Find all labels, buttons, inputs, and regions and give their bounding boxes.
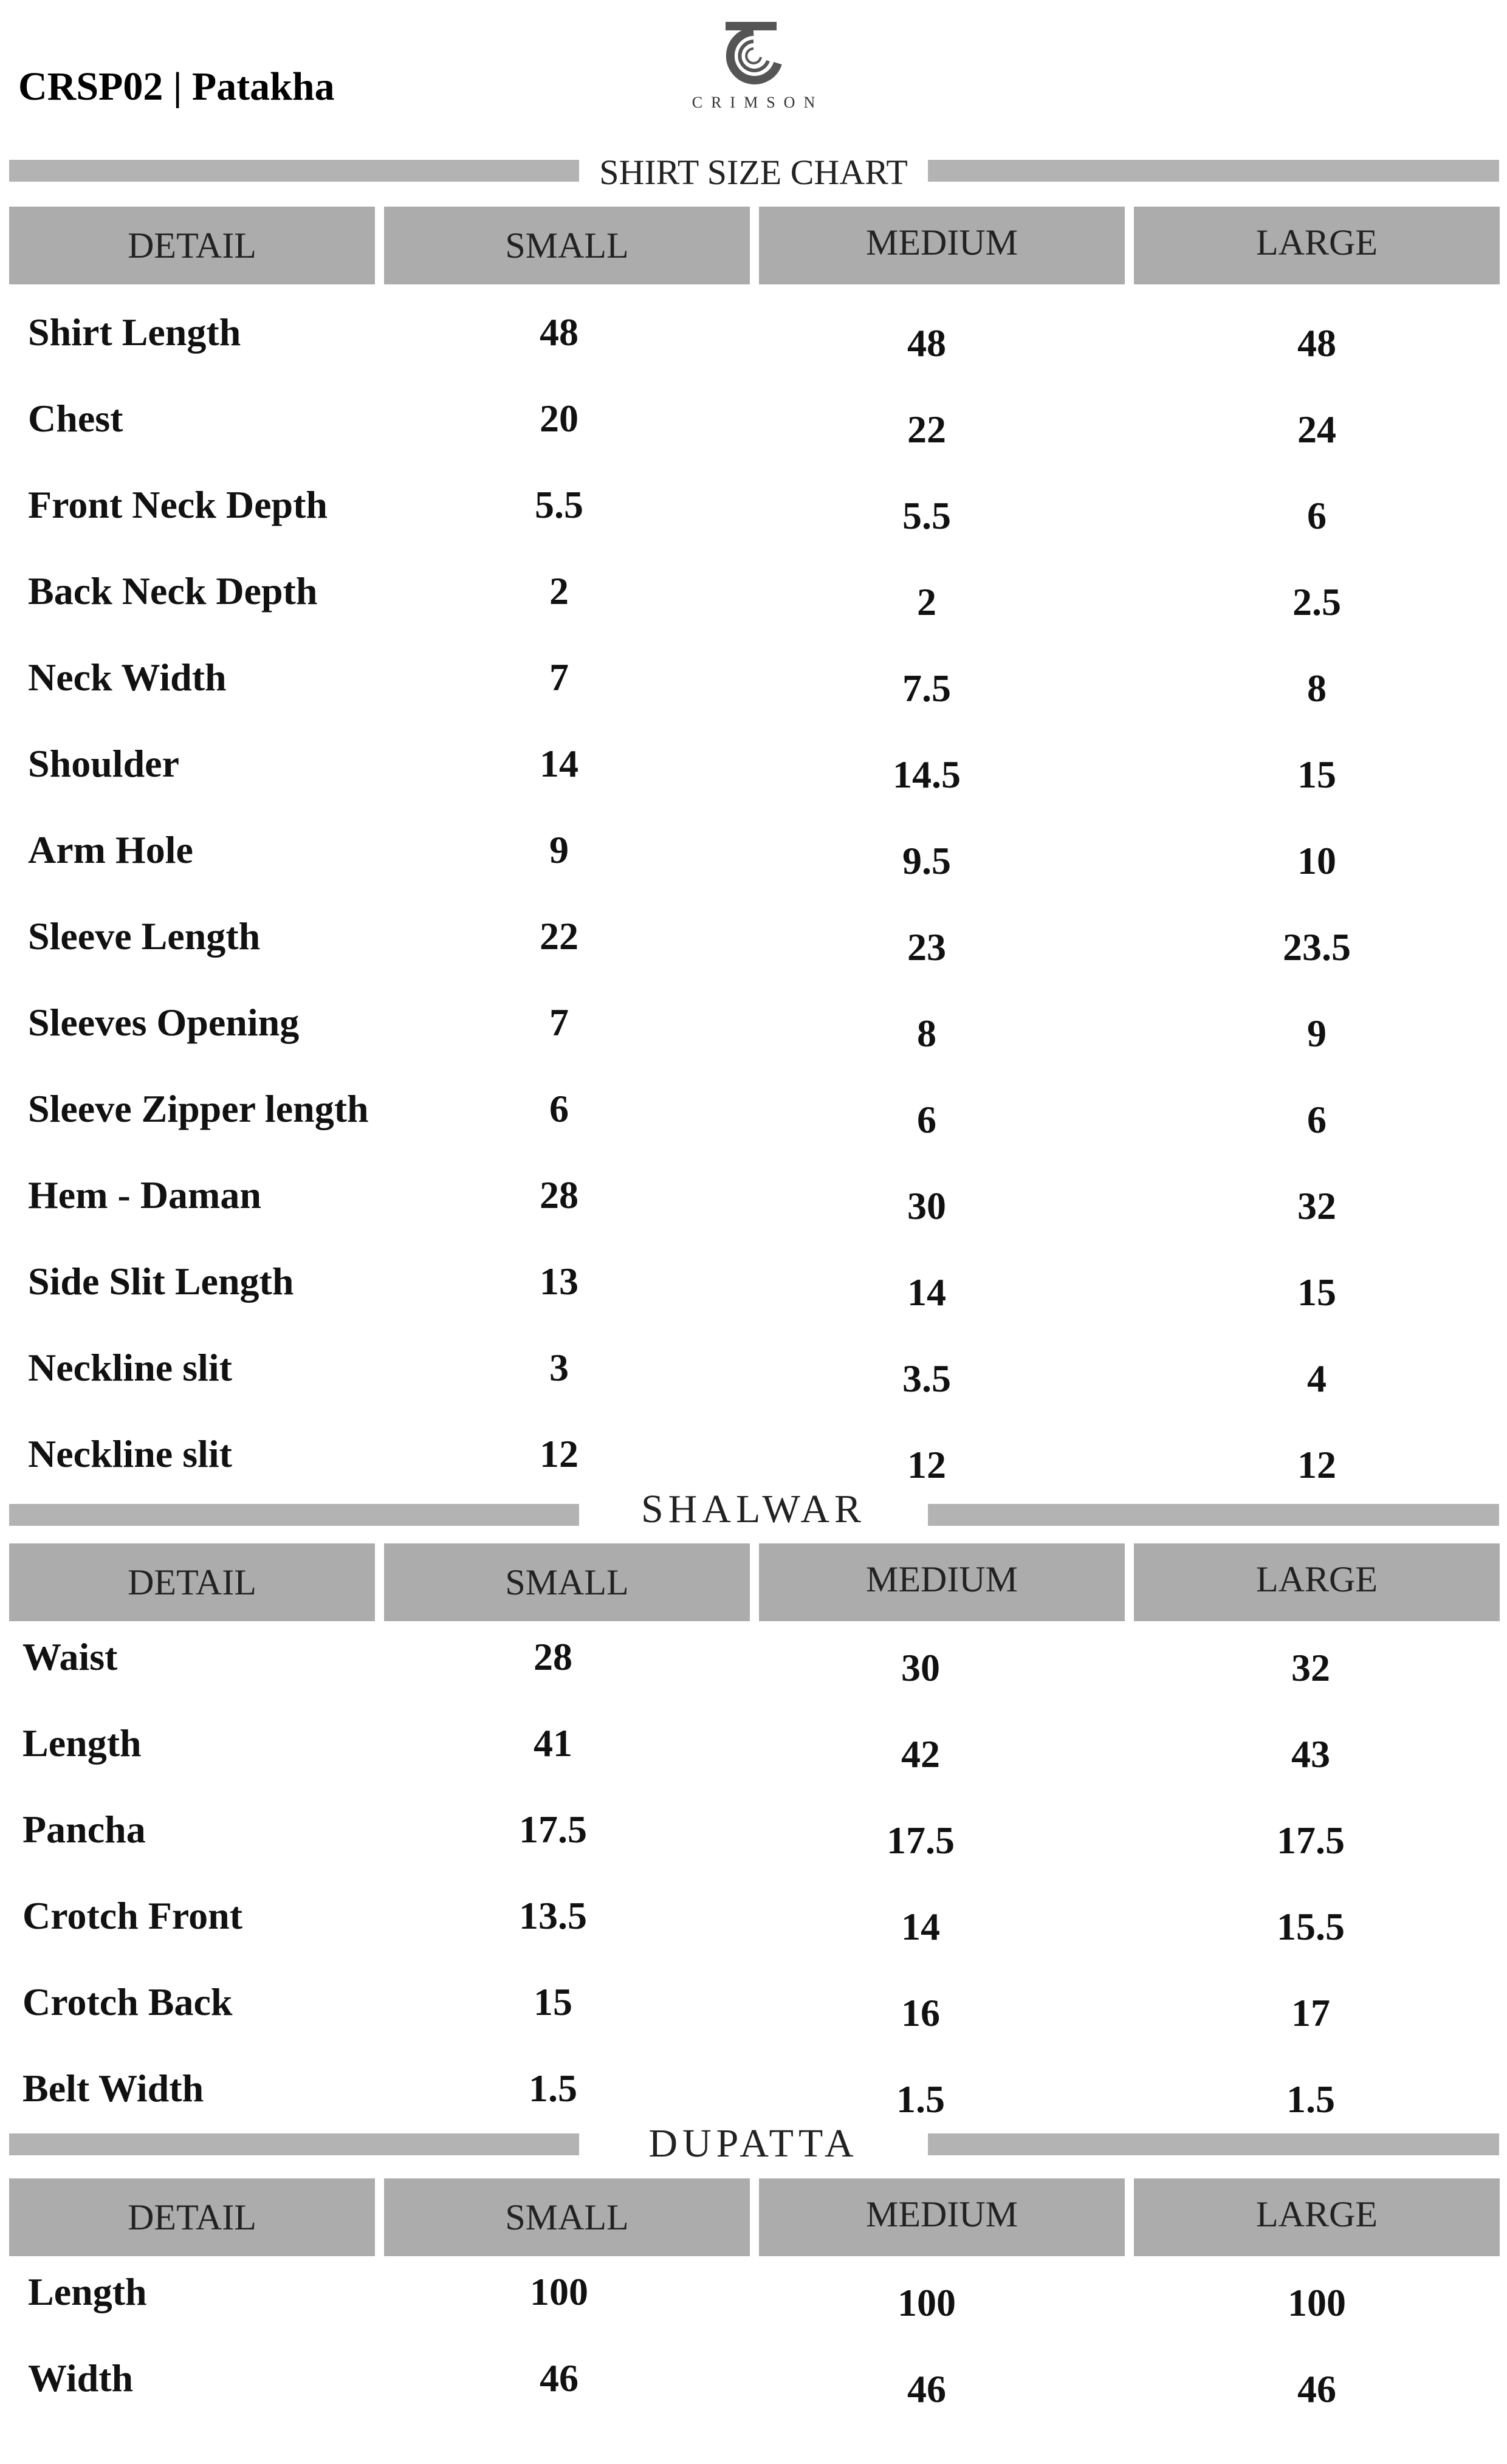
table-row	[0, 1721, 1507, 1807]
header-detail: DETAIL	[9, 207, 375, 284]
row-label: Sleeve Zipper length	[28, 1087, 369, 1130]
value-small: 3	[549, 1346, 569, 1389]
value-medium: 8	[917, 1012, 936, 1055]
value-medium: 9.5	[902, 839, 951, 882]
value-large: 6	[1307, 494, 1327, 537]
divider-bar	[9, 1504, 579, 1526]
row-label: Length	[28, 2270, 147, 2313]
header-detail: DETAIL	[9, 1543, 375, 1621]
value-small: 17.5	[519, 1808, 587, 1851]
row-label: Side Slit Length	[28, 1260, 294, 1303]
brand-logo	[678, 18, 829, 128]
dupatta-section-bar	[9, 2121, 1492, 2166]
header-medium: MEDIUM	[759, 207, 1125, 284]
crimson-c-logo-icon	[717, 18, 790, 91]
value-small: 41	[534, 1721, 572, 1765]
value-medium: 3.5	[902, 1357, 951, 1400]
value-medium: 30	[901, 1646, 940, 1689]
value-small: 14	[540, 742, 578, 785]
header-small: SMALL	[384, 1543, 750, 1621]
row-label: Shirt Length	[28, 311, 241, 354]
value-large: 100	[1288, 2281, 1346, 2324]
value-large: 23.5	[1283, 925, 1351, 969]
value-small: 12	[540, 1432, 578, 1475]
row-label: Front Neck Depth	[28, 483, 328, 526]
header-large: LARGE	[1134, 2178, 1500, 2256]
brand-wordmark: CRIMSON	[692, 94, 824, 111]
value-large: 17.5	[1277, 1819, 1345, 1862]
table-row	[0, 1980, 1507, 2066]
value-small: 6	[549, 1087, 569, 1130]
value-large: 43	[1291, 1732, 1330, 1776]
table-row	[0, 1000, 1507, 1086]
value-small: 46	[540, 2356, 578, 2400]
value-medium: 1.5	[896, 2078, 945, 2121]
value-large: 15.5	[1277, 1905, 1345, 1948]
table-row	[0, 1259, 1507, 1345]
value-large: 15	[1297, 1271, 1336, 1314]
value-large: 32	[1291, 1646, 1330, 1689]
value-large: 1.5	[1286, 2078, 1335, 2121]
row-label: Pancha	[22, 1808, 146, 1851]
value-large: 24	[1297, 408, 1336, 451]
row-label: Hem - Daman	[28, 1173, 261, 1217]
shalwar-table-header	[9, 1543, 1504, 1622]
divider-bar	[9, 2133, 579, 2155]
row-label: Arm Hole	[28, 828, 193, 871]
value-large: 6	[1307, 1098, 1327, 1141]
row-label: Neck Width	[28, 656, 227, 699]
value-small: 1.5	[529, 2067, 577, 2110]
value-large: 15	[1297, 753, 1336, 796]
value-medium: 6	[917, 1098, 936, 1141]
value-large: 2.5	[1292, 580, 1341, 623]
shirt-section-heading: SHIRT SIZE CHART	[599, 153, 908, 192]
dupatta-section-heading: DUPATTA	[648, 2121, 859, 2166]
row-label: Width	[28, 2356, 134, 2400]
shalwar-section-heading: SHALWAR	[640, 1487, 867, 1531]
value-large: 10	[1297, 839, 1336, 882]
value-medium: 22	[907, 408, 946, 451]
table-row	[0, 569, 1507, 655]
row-label: Sleeves Opening	[28, 1001, 300, 1044]
value-small: 22	[540, 915, 578, 958]
divider-bar	[9, 160, 579, 182]
value-medium: 16	[901, 1991, 940, 2034]
row-label: Sleeve Length	[28, 915, 261, 958]
value-medium: 46	[907, 2367, 946, 2411]
table-row	[0, 2356, 1507, 2442]
table-row	[0, 1893, 1507, 1980]
table-row	[0, 655, 1507, 741]
row-label: Back Neck Depth	[28, 569, 318, 613]
page-title: CRSP02 | Patakha	[18, 64, 335, 109]
value-small: 20	[540, 397, 578, 440]
table-row	[0, 1345, 1507, 1432]
header-small: SMALL	[384, 207, 750, 284]
row-label: Shoulder	[28, 742, 179, 785]
value-small: 48	[540, 311, 578, 354]
value-small: 5.5	[535, 483, 583, 526]
row-label: Chest	[28, 397, 123, 440]
value-small: 15	[534, 1980, 572, 2023]
value-small: 13.5	[519, 1894, 587, 1937]
row-label: Crotch Back	[22, 1980, 233, 2023]
header-large: LARGE	[1134, 1543, 1500, 1621]
divider-bar	[928, 1504, 1499, 1526]
value-medium: 2	[917, 580, 936, 623]
row-label: Length	[22, 1721, 142, 1765]
header-medium: MEDIUM	[759, 1543, 1125, 1621]
value-medium: 7.5	[902, 667, 951, 710]
header-detail: DETAIL	[9, 2178, 375, 2256]
row-label: Neckline slit	[28, 1346, 232, 1389]
value-medium: 48	[907, 321, 946, 365]
value-large: 32	[1297, 1184, 1336, 1227]
value-medium: 100	[898, 2281, 956, 2324]
value-medium: 17.5	[887, 1819, 955, 1862]
table-row	[0, 2270, 1507, 2356]
value-small: 13	[540, 1260, 578, 1303]
value-small: 28	[534, 1635, 572, 1678]
value-large: 9	[1307, 1012, 1327, 1055]
table-row	[0, 1173, 1507, 1259]
table-row	[0, 1086, 1507, 1173]
row-label: Belt Width	[22, 2067, 204, 2110]
dupatta-table-header	[9, 2178, 1504, 2257]
value-small: 100	[530, 2270, 588, 2313]
table-row	[0, 482, 1507, 569]
value-small: 28	[540, 1173, 578, 1217]
value-medium: 14.5	[893, 753, 961, 796]
value-medium: 30	[907, 1184, 946, 1227]
value-large: 17	[1291, 1991, 1330, 2034]
row-label: Crotch Front	[22, 1894, 243, 1937]
table-row	[0, 914, 1507, 1000]
value-medium: 14	[901, 1905, 940, 1948]
value-large: 12	[1297, 1443, 1336, 1486]
row-label: Neckline slit	[28, 1432, 232, 1475]
table-row	[0, 828, 1507, 914]
row-label: Waist	[22, 1635, 118, 1678]
shalwar-section-bar	[9, 1487, 1492, 1531]
value-small: 9	[549, 828, 569, 871]
table-row	[0, 741, 1507, 828]
table-row	[0, 396, 1507, 482]
header-large: LARGE	[1134, 207, 1500, 284]
table-row	[0, 310, 1507, 396]
shirt-section-bar	[9, 153, 1492, 192]
value-large: 48	[1297, 321, 1336, 365]
header-medium: MEDIUM	[759, 2178, 1125, 2256]
divider-bar	[928, 2133, 1499, 2155]
value-medium: 14	[907, 1271, 946, 1314]
value-medium: 12	[907, 1443, 946, 1486]
value-medium: 42	[901, 1732, 940, 1776]
value-large: 46	[1297, 2367, 1336, 2411]
table-row	[0, 1635, 1507, 1721]
divider-bar	[928, 160, 1499, 182]
value-large: 4	[1307, 1357, 1327, 1400]
shirt-table-header	[9, 207, 1504, 286]
value-medium: 23	[907, 925, 946, 969]
value-medium: 5.5	[902, 494, 951, 537]
value-small: 2	[549, 569, 569, 613]
header-small: SMALL	[384, 2178, 750, 2256]
value-small: 7	[549, 656, 569, 699]
value-large: 8	[1307, 667, 1327, 710]
table-row	[0, 1807, 1507, 1893]
value-small: 7	[549, 1001, 569, 1044]
